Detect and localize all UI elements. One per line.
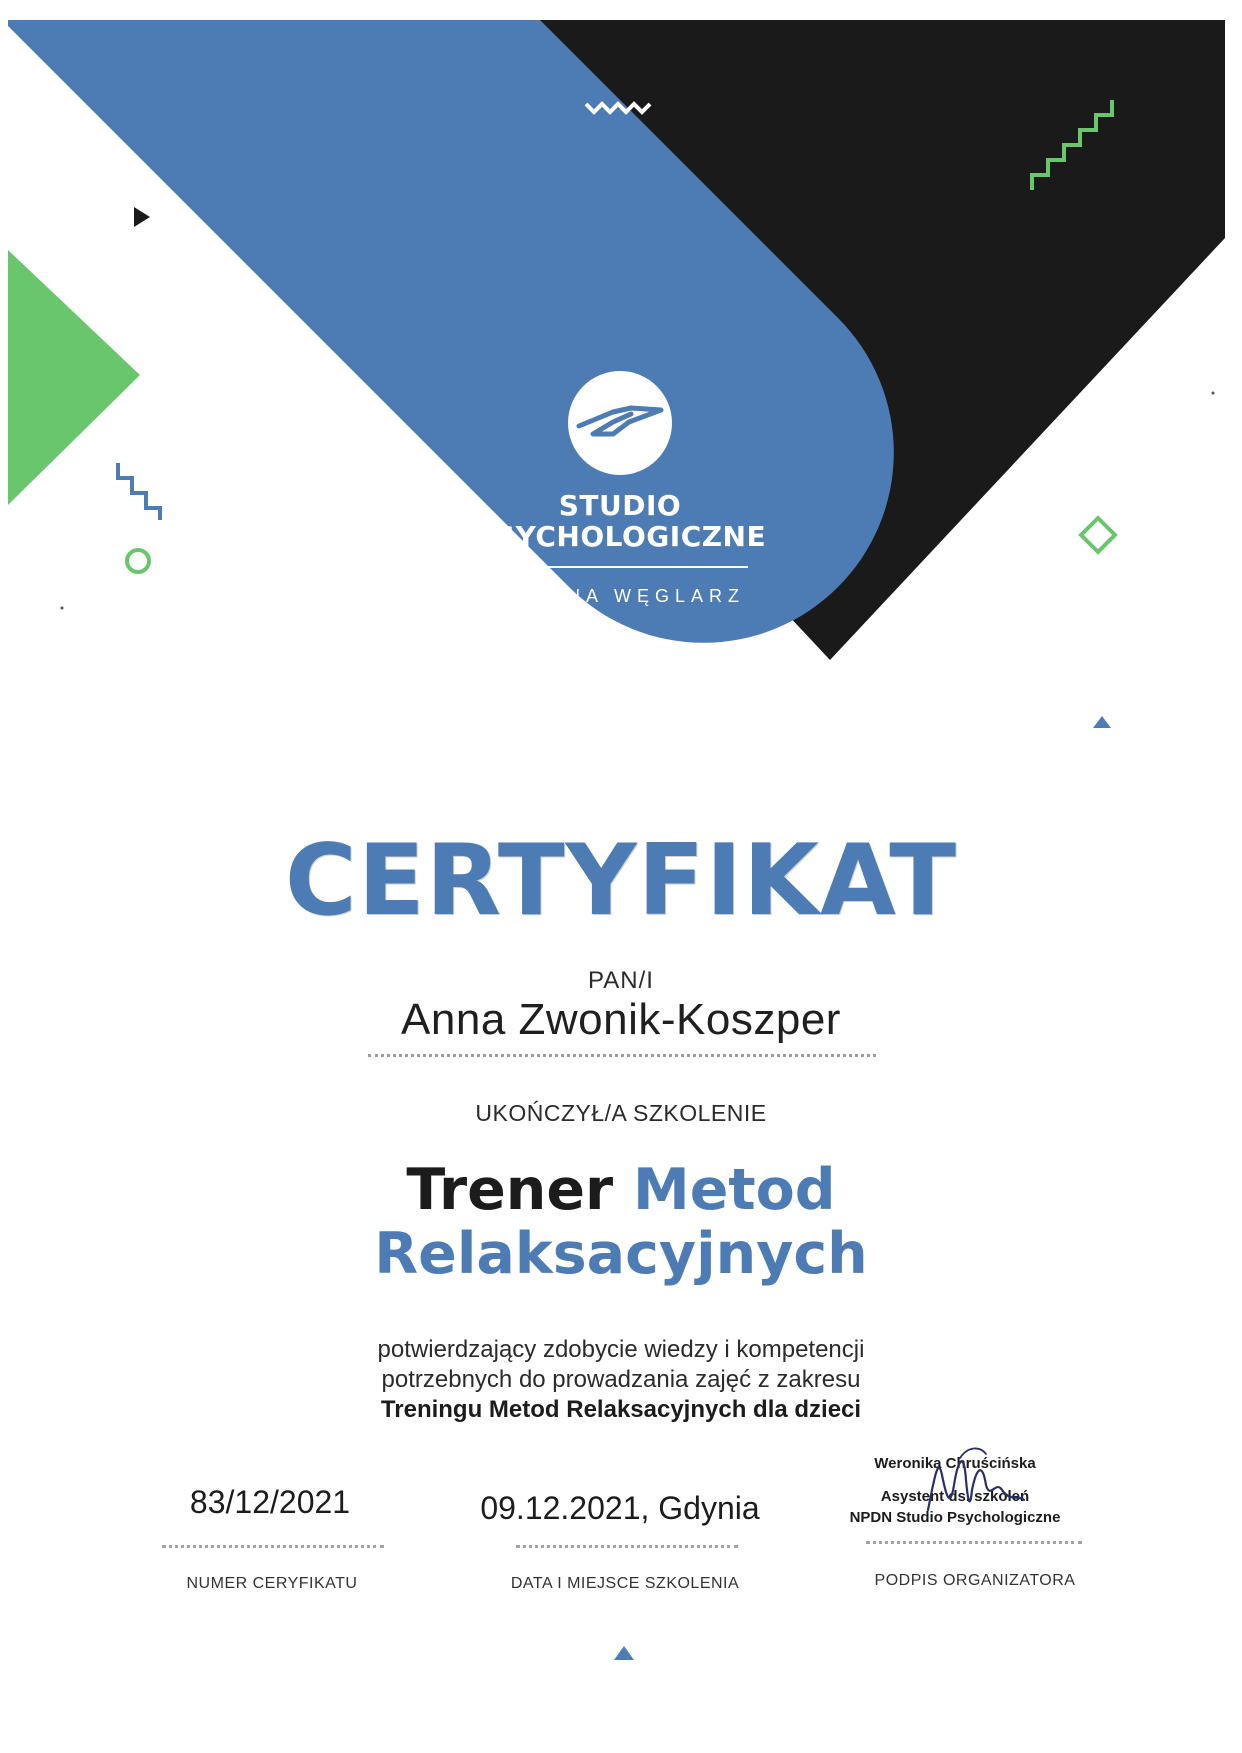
salutation: PAN/I — [588, 967, 654, 994]
certificate-number: 83/12/2021 — [189, 1484, 351, 1520]
blue-triangle-right — [1093, 716, 1111, 728]
logo-divider — [492, 566, 748, 568]
recipient-dotted-line — [368, 1054, 876, 1057]
signature-label: PODPIS ORGANIZATORA — [874, 1572, 1076, 1589]
blue-stairs — [118, 463, 160, 520]
logo-line-studio: STUDIO — [558, 489, 682, 522]
signature-org: NPDN Studio Psychologiczne — [849, 1509, 1061, 1526]
handshake-icon — [567, 370, 673, 476]
green-diamond — [1081, 518, 1115, 552]
green-circle — [127, 550, 149, 572]
green-triangle — [8, 250, 140, 505]
course-word-metod: Metod — [633, 1157, 836, 1223]
studio-logo — [470, 370, 770, 607]
blue-triangle-bottom — [614, 1646, 634, 1660]
handwritten-signature — [920, 1440, 1030, 1525]
description-line3: Treningu Metod Relaksacyjnych dla dzieci — [380, 1396, 862, 1423]
logo-line-psychologiczne: PSYCHOLOGICZNE — [473, 520, 767, 553]
logo-owner-name: JOANNA WĘGLARZ — [494, 586, 746, 606]
signature-role: Asystent ds. szkoleń — [880, 1488, 1030, 1505]
date-place-label: DATA I MIEJSCE SZKOLENIA — [510, 1575, 740, 1592]
small-black-triangle — [134, 207, 150, 227]
recipient-name: Anna Zwonik-Koszper — [401, 995, 841, 1044]
course-description — [0, 1335, 1242, 1425]
certificate-title: CERTYFIKAT — [284, 824, 958, 938]
course-word-trener: Trener — [406, 1157, 614, 1223]
date-place-dots — [516, 1545, 738, 1548]
signature-name: Weronika Chruścińska — [874, 1455, 1036, 1472]
signature-dots — [866, 1541, 1082, 1544]
description-line1: potwierdzający zdobycie wiedzy i kompetencji — [377, 1336, 865, 1363]
certificate-number-dots — [162, 1545, 384, 1548]
completed-label: UKOŃCZYŁ/A SZKOLENIE — [475, 1100, 767, 1126]
description-line2: potrzebnych do prowadzania zajęć z zakresu — [381, 1366, 861, 1393]
course-title-line1 — [0, 1158, 1242, 1222]
speck — [61, 607, 64, 610]
speck — [1212, 392, 1215, 395]
course-title-line2: Relaksacyjnych — [374, 1221, 868, 1287]
certificate-number-label: NUMER CERYFIKATU — [186, 1575, 358, 1592]
training-date-place: 09.12.2021, Gdynia — [480, 1490, 760, 1526]
